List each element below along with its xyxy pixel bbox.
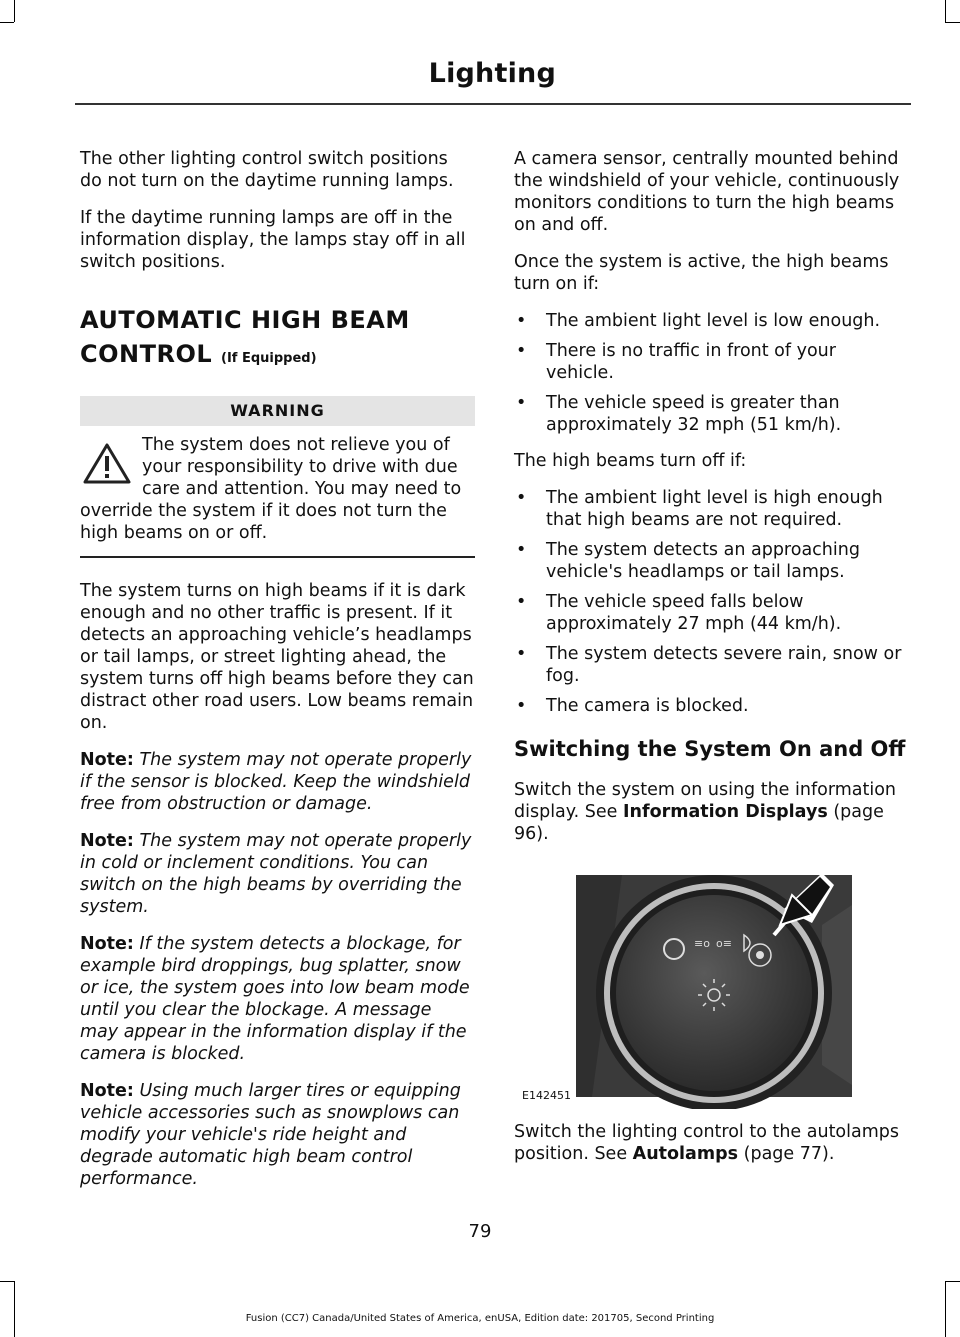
page-title: Lighting [428, 58, 556, 89]
note-label: Note: [80, 831, 134, 851]
crop-mark [945, 22, 960, 23]
on-conditions-list [514, 310, 909, 436]
section-heading-line2: CONTROL [80, 340, 213, 368]
warning-box [80, 396, 475, 558]
svg-text:≡o: ≡o [694, 937, 710, 950]
right-column [514, 148, 909, 1180]
text: (page 77). [743, 1144, 835, 1164]
note-text: Using much larger tires or equipping vehicle accessories such as snowplows can modify your vehicle's ride height and degrade automatic high beam control performance. [80, 1081, 461, 1189]
note-label: Note: [80, 750, 134, 770]
text: Switch the lighting control to the autolamps position. See [514, 1122, 899, 1164]
note-text: The system may not operate properly if the sensor is blocked. Keep the windshield free from obstruction or damage. [80, 750, 472, 814]
text: (page 96). [514, 802, 884, 844]
crop-mark [945, 1281, 946, 1337]
warning-body [80, 434, 475, 544]
paragraph: The high beams turn off if: [514, 451, 747, 471]
cross-reference-link[interactable]: Autolamps [632, 1144, 739, 1164]
warning-label: WARNING [80, 396, 475, 426]
note-text: The system may not operate properly in cold or inclement conditions. You can switch on the high beams by overriding the system. [80, 831, 472, 917]
crop-mark [945, 1281, 960, 1282]
list-item: • The camera is blocked. [514, 695, 909, 717]
left-column [80, 148, 475, 1205]
list-item: • The vehicle speed falls below approximately 27 mph (44 km/h). [514, 591, 909, 635]
list-item: • The vehicle speed is greater than approximately 32 mph (51 km/h). [514, 392, 909, 436]
note [80, 1080, 475, 1190]
warning-triangle-icon [82, 442, 132, 486]
note [80, 749, 475, 815]
paragraph: The system turns on high beams if it is dark enough and no other traffic is present. If it detects an approaching vehicle’s headlamps or tail lamps, or street lighting ahead, the system turns off high beams before they can distract other road users. Low beams remain on. [80, 581, 474, 733]
crop-mark [14, 0, 15, 22]
paragraph: Once the system is active, the high beams turn on if: [514, 252, 889, 294]
list-item: • The system detects an approaching vehicle's headlamps or tail lamps. [514, 539, 909, 583]
list-item: • The ambient light level is high enough that high beams are not required. [514, 487, 909, 531]
note-text: If the system detects a blockage, for example bird droppings, bug splatter, snow or ice, the system goes into low beam mode until you clear the blockage. A message may appear in the information display if the camera is blocked. [80, 934, 470, 1064]
crop-mark [0, 22, 14, 23]
text: Switch the system on using the information display. See [514, 780, 897, 822]
cross-reference-link[interactable]: Information Displays [623, 802, 828, 822]
lighting-control-illustration [522, 865, 852, 1109]
crop-mark [945, 0, 946, 22]
subheading: Switching the System On and Off [514, 737, 906, 761]
equipped-tag: (If Equipped) [221, 351, 317, 366]
figure-label: E142451 [522, 1089, 571, 1102]
svg-text:o≡: o≡ [716, 937, 732, 950]
paragraph: A camera sensor, centrally mounted behind the windshield of your vehicle, continuously monitors conditions to turn the high beams on and off. [514, 149, 900, 235]
warning-text: The system does not relieve you of your responsibility to drive with due care and attention. You may need to override the system if it does not turn the high beams on or off. [80, 435, 462, 543]
footer: Fusion (CC7) Canada/United States of America, enUSA, Edition date: 201705, Second Printing [245, 1313, 715, 1324]
list-item: • The ambient light level is low enough. [514, 310, 909, 332]
section-heading [80, 303, 475, 376]
note-label: Note: [80, 934, 134, 954]
list-item: • There is no traffic in front of your vehicle. [514, 340, 909, 384]
paragraph [514, 779, 909, 845]
crop-mark [0, 1281, 14, 1282]
section-heading-line1: AUTOMATIC HIGH BEAM [80, 306, 410, 334]
header-divider [75, 103, 911, 105]
paragraph [514, 1121, 909, 1165]
crop-mark [14, 1281, 15, 1337]
paragraph: If the daytime running lamps are off in the information display, the lamps stay off in all switch positions. [80, 208, 466, 272]
off-conditions-list [514, 487, 909, 717]
note [80, 830, 475, 918]
note [80, 933, 475, 1065]
note-label: Note: [80, 1081, 134, 1101]
lighting-control-figure [522, 865, 852, 1109]
page-number: 79 [468, 1221, 492, 1242]
list-item: • The system detects severe rain, snow or fog. [514, 643, 909, 687]
paragraph: The other lighting control switch positions do not turn on the daytime running lamps. [80, 149, 454, 191]
